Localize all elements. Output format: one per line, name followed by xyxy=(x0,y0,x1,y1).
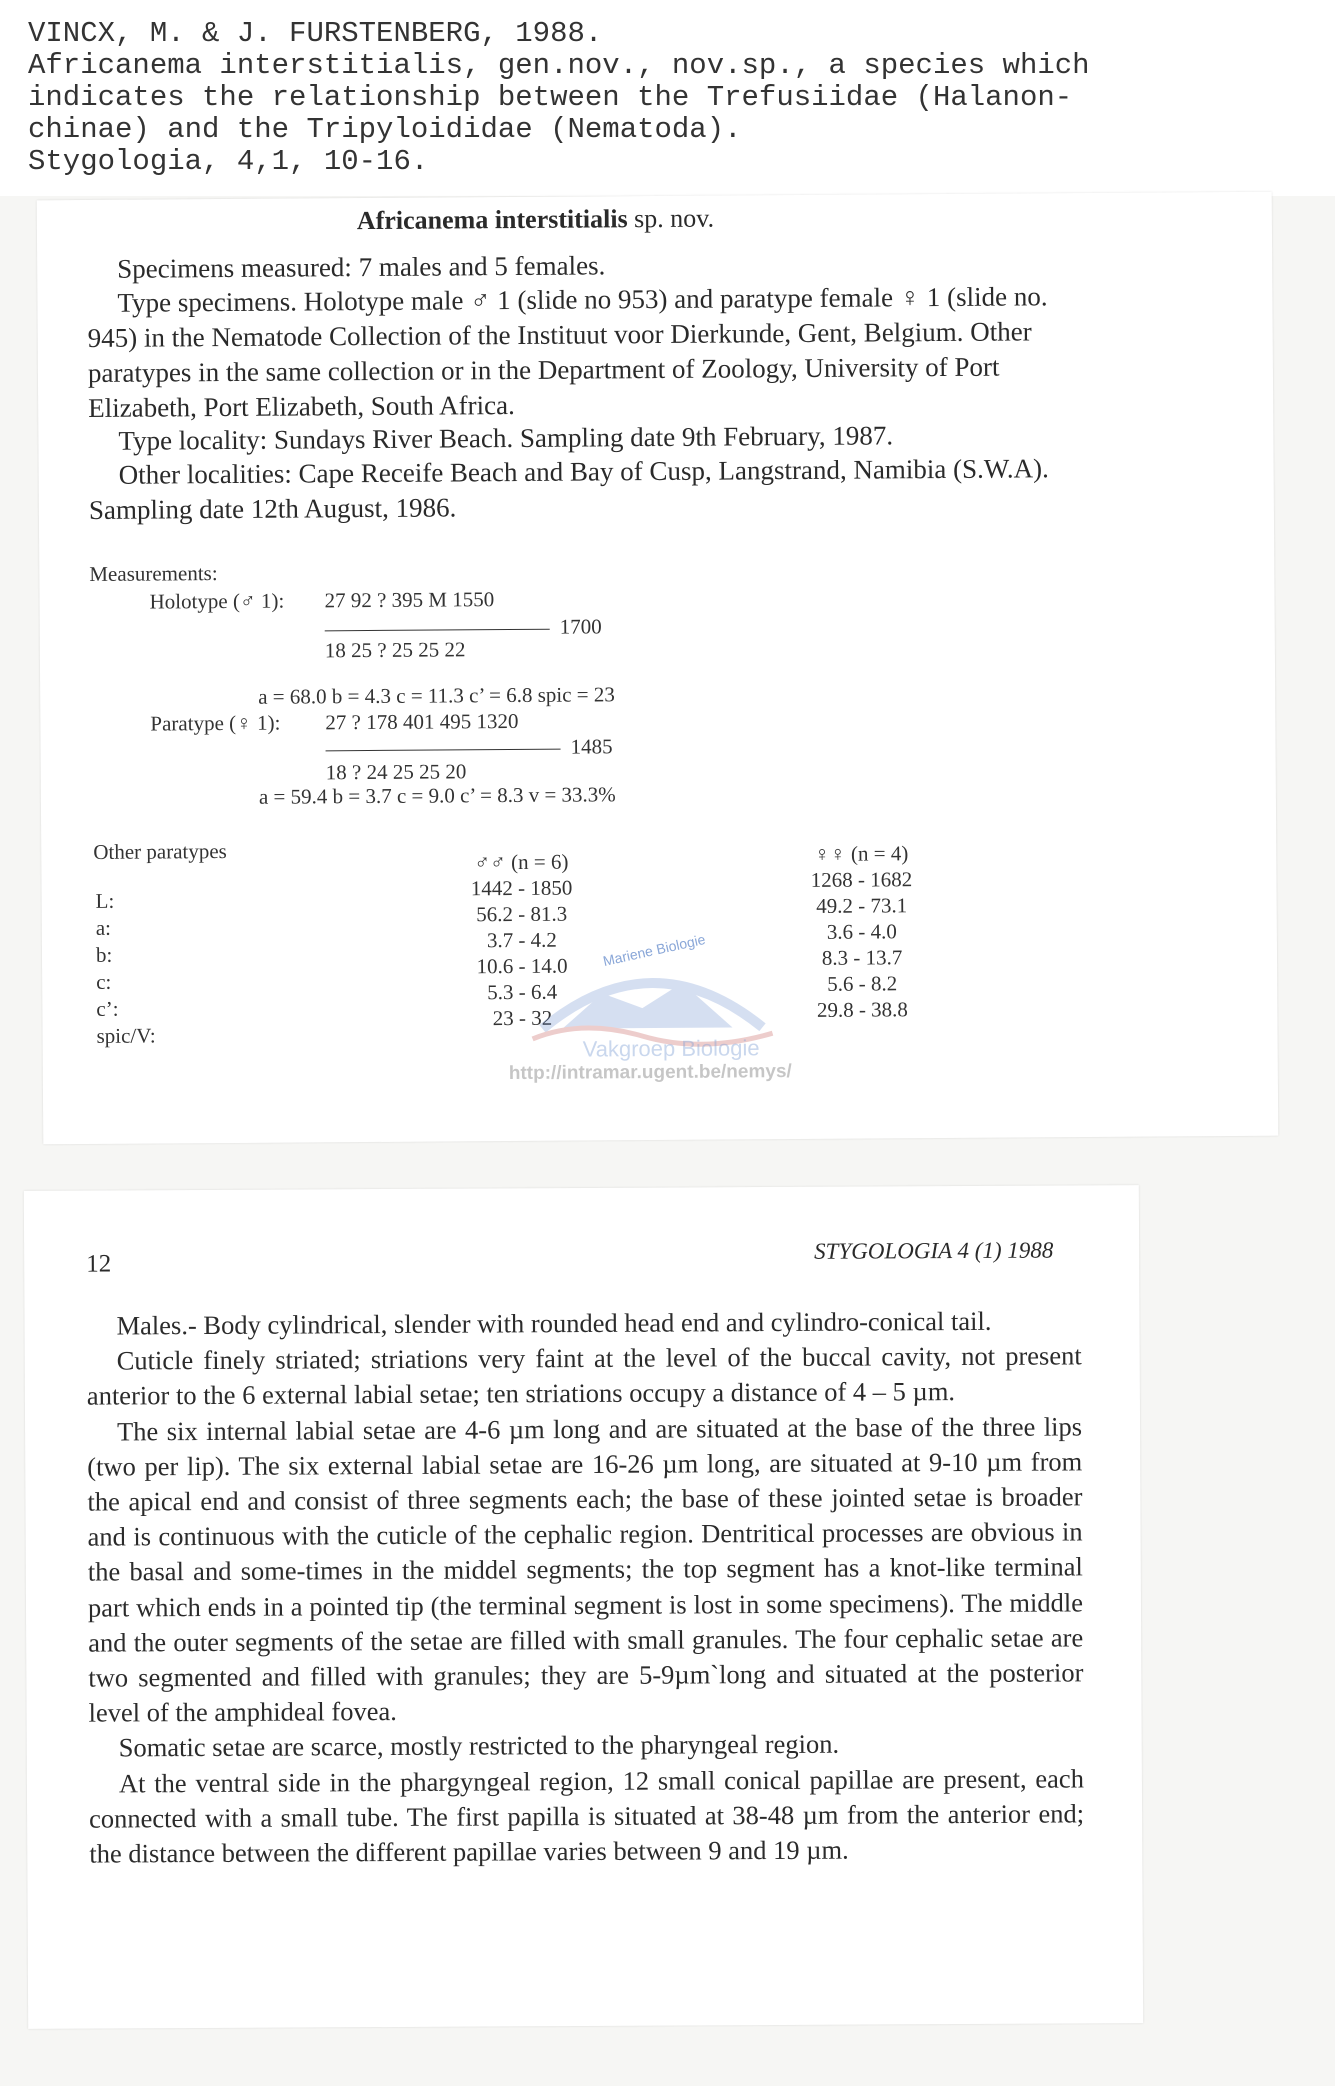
body-text xyxy=(86,1303,1084,1871)
holotype-fraction-line xyxy=(325,629,550,632)
males-value: 23 - 32 xyxy=(492,1005,553,1031)
holotype-total: 1700 xyxy=(559,614,602,639)
paragraph: Cuticle finely striated; striations very faint at the level of the buccal cavity, not present anterior to the 6 external labial setae; ten striations occupy a distance of 4 – 5 µm. xyxy=(86,1340,1082,1412)
females-value: 8.3 - 13.7 xyxy=(821,945,903,970)
species-suffix: sp. nov. xyxy=(627,203,715,234)
paragraph: Males.- Body cylindrical, slender with rounded head end and cylindro-conical tail. xyxy=(116,1305,992,1341)
watermark-url: http://intramar.ugent.be/nemys/ xyxy=(508,1061,792,1085)
females-value: 49.2 - 73.1 xyxy=(816,893,908,918)
paragraph: At the ventral side in the phargyngeal region, 12 small conical papillae are present, each connected with a small tube. The first papilla is situated at 38-48 µm from the anterior end; the distance between the different papillae varies between 9 and 19 µm. xyxy=(89,1763,1085,1869)
paragraph: Somatic setae are scarce, mostly restricted to the pharyngeal region. xyxy=(118,1729,840,1763)
specimens-measured: Specimens measured: 7 males and 5 females. xyxy=(117,250,606,284)
watermark-arc-text: Mariene Biologie xyxy=(601,931,707,970)
paratype-total: 1485 xyxy=(570,734,613,759)
males-value: 5.3 - 6.4 xyxy=(487,979,558,1005)
males-value: 10.6 - 14.0 xyxy=(476,953,568,979)
row-label: c: xyxy=(96,969,112,994)
holotype-top-values: 27 92 ? 395 M 1550 xyxy=(324,587,495,613)
species-title xyxy=(357,204,714,236)
watermark-group-text: Vakgroep Biologie xyxy=(582,1035,760,1062)
females-value: 3.6 - 4.0 xyxy=(826,919,897,944)
paratype-fraction-line xyxy=(326,749,561,752)
other-paratypes-label: Other paratypes xyxy=(93,839,227,864)
holotype-ratios: a = 68.0 b = 4.3 c = 11.3 c’ = 6.8 spic = 23 xyxy=(258,682,615,709)
species-description-clipping xyxy=(37,192,1279,1145)
row-label: c’: xyxy=(96,996,119,1021)
row-label: spic/V: xyxy=(96,1023,156,1048)
males-header: ♂♂ (n = 6) xyxy=(474,849,569,875)
females-value: 29.8 - 38.8 xyxy=(816,997,908,1022)
females-value: 1268 - 1682 xyxy=(810,867,913,892)
females-column xyxy=(781,840,942,1023)
males-value: 56.2 - 81.3 xyxy=(476,901,568,927)
males-value: 3.7 - 4.2 xyxy=(486,927,557,953)
page-number: 12 xyxy=(86,1250,112,1278)
measurements-label: Measurements: xyxy=(89,561,218,586)
paratype-bottom-values: 18 ? 24 25 25 20 xyxy=(325,759,467,785)
females-value: 5.6 - 8.2 xyxy=(827,971,898,996)
males-description-clipping xyxy=(24,1185,1143,2029)
journal-header: STYGOLOGIA 4 (1) 1988 xyxy=(814,1237,1054,1264)
species-name: Africanema interstitialis xyxy=(356,204,628,236)
watermark-logo-icon xyxy=(522,947,783,1049)
citation-header xyxy=(0,0,1335,196)
type-locality: Type locality: Sundays River Beach. Sampling date 9th February, 1987. xyxy=(118,420,894,456)
other-localities: Other localities: Cape Receife Beach and Bay of Cusp, Langstrand, Namibia (S.W.A). Sampling date 12th August, 1986. xyxy=(88,453,1049,525)
range-row-labels xyxy=(96,887,187,1050)
row-label: L: xyxy=(95,888,115,913)
paratype-top-values: 27 ? 178 401 495 1320 xyxy=(325,708,519,735)
type-specimens: Type specimens. Holotype male ♂ 1 (slide no 953) and paratype female ♀ 1 (slide no. 945) in the Nematode Collection of the Instituut voor Dierkunde, Gent, Belgium. Other paratypes in the same collection or in the Department of Zoology, University of Port Elizabeth, Port Elizabeth, South Africa. xyxy=(87,281,1048,423)
row-label: a: xyxy=(95,915,112,940)
row-label: b: xyxy=(95,942,113,967)
paragraph: The six internal labial setae are 4-6 µm long and are situated at the base of the three lips (two per lip). The six external labial setae are 16-26 µm long, are situated at 9-10 µm from the apical end and consist of three segments each; the base of these jointed setae is broader and is continuous with the cuticle of the cephalic region. Dentritical processes are obvious in the basal and some-times in the middel segments; the top segment has a knot-like terminal part which ends in a pointed tip (the terminal segment is lost in some specimens). The middle and the outer segments of the setae are filled with small granules. The four cephalic setae are two segmented and filled with granules; they are 5-9µm`long and situated at the posterior level of the amphideal fovea. xyxy=(87,1410,1084,1728)
paratype-label: Paratype (♀ 1): xyxy=(150,710,281,736)
paratype-ratios: a = 59.4 b = 3.7 c = 9.0 c’ = 8.3 v = 33.3% xyxy=(258,782,616,809)
citation-text: VINCX, M. & J. FURSTENBERG, 1988. Africanema interstitialis, gen.nov., nov.sp., a species which indicates the relationship between the Trefusiidae (Halanon- chinae) and the Tripyloididae (Nematoda). Stygologia, 4,1, 10-16. xyxy=(28,17,1090,178)
holotype-label: Holotype (♂ 1): xyxy=(149,588,285,614)
males-value: 1442 - 1850 xyxy=(470,875,573,901)
females-header: ♀♀ (n = 4) xyxy=(814,841,909,866)
holotype-bottom-values: 18 25 ? 25 25 22 xyxy=(324,637,466,663)
